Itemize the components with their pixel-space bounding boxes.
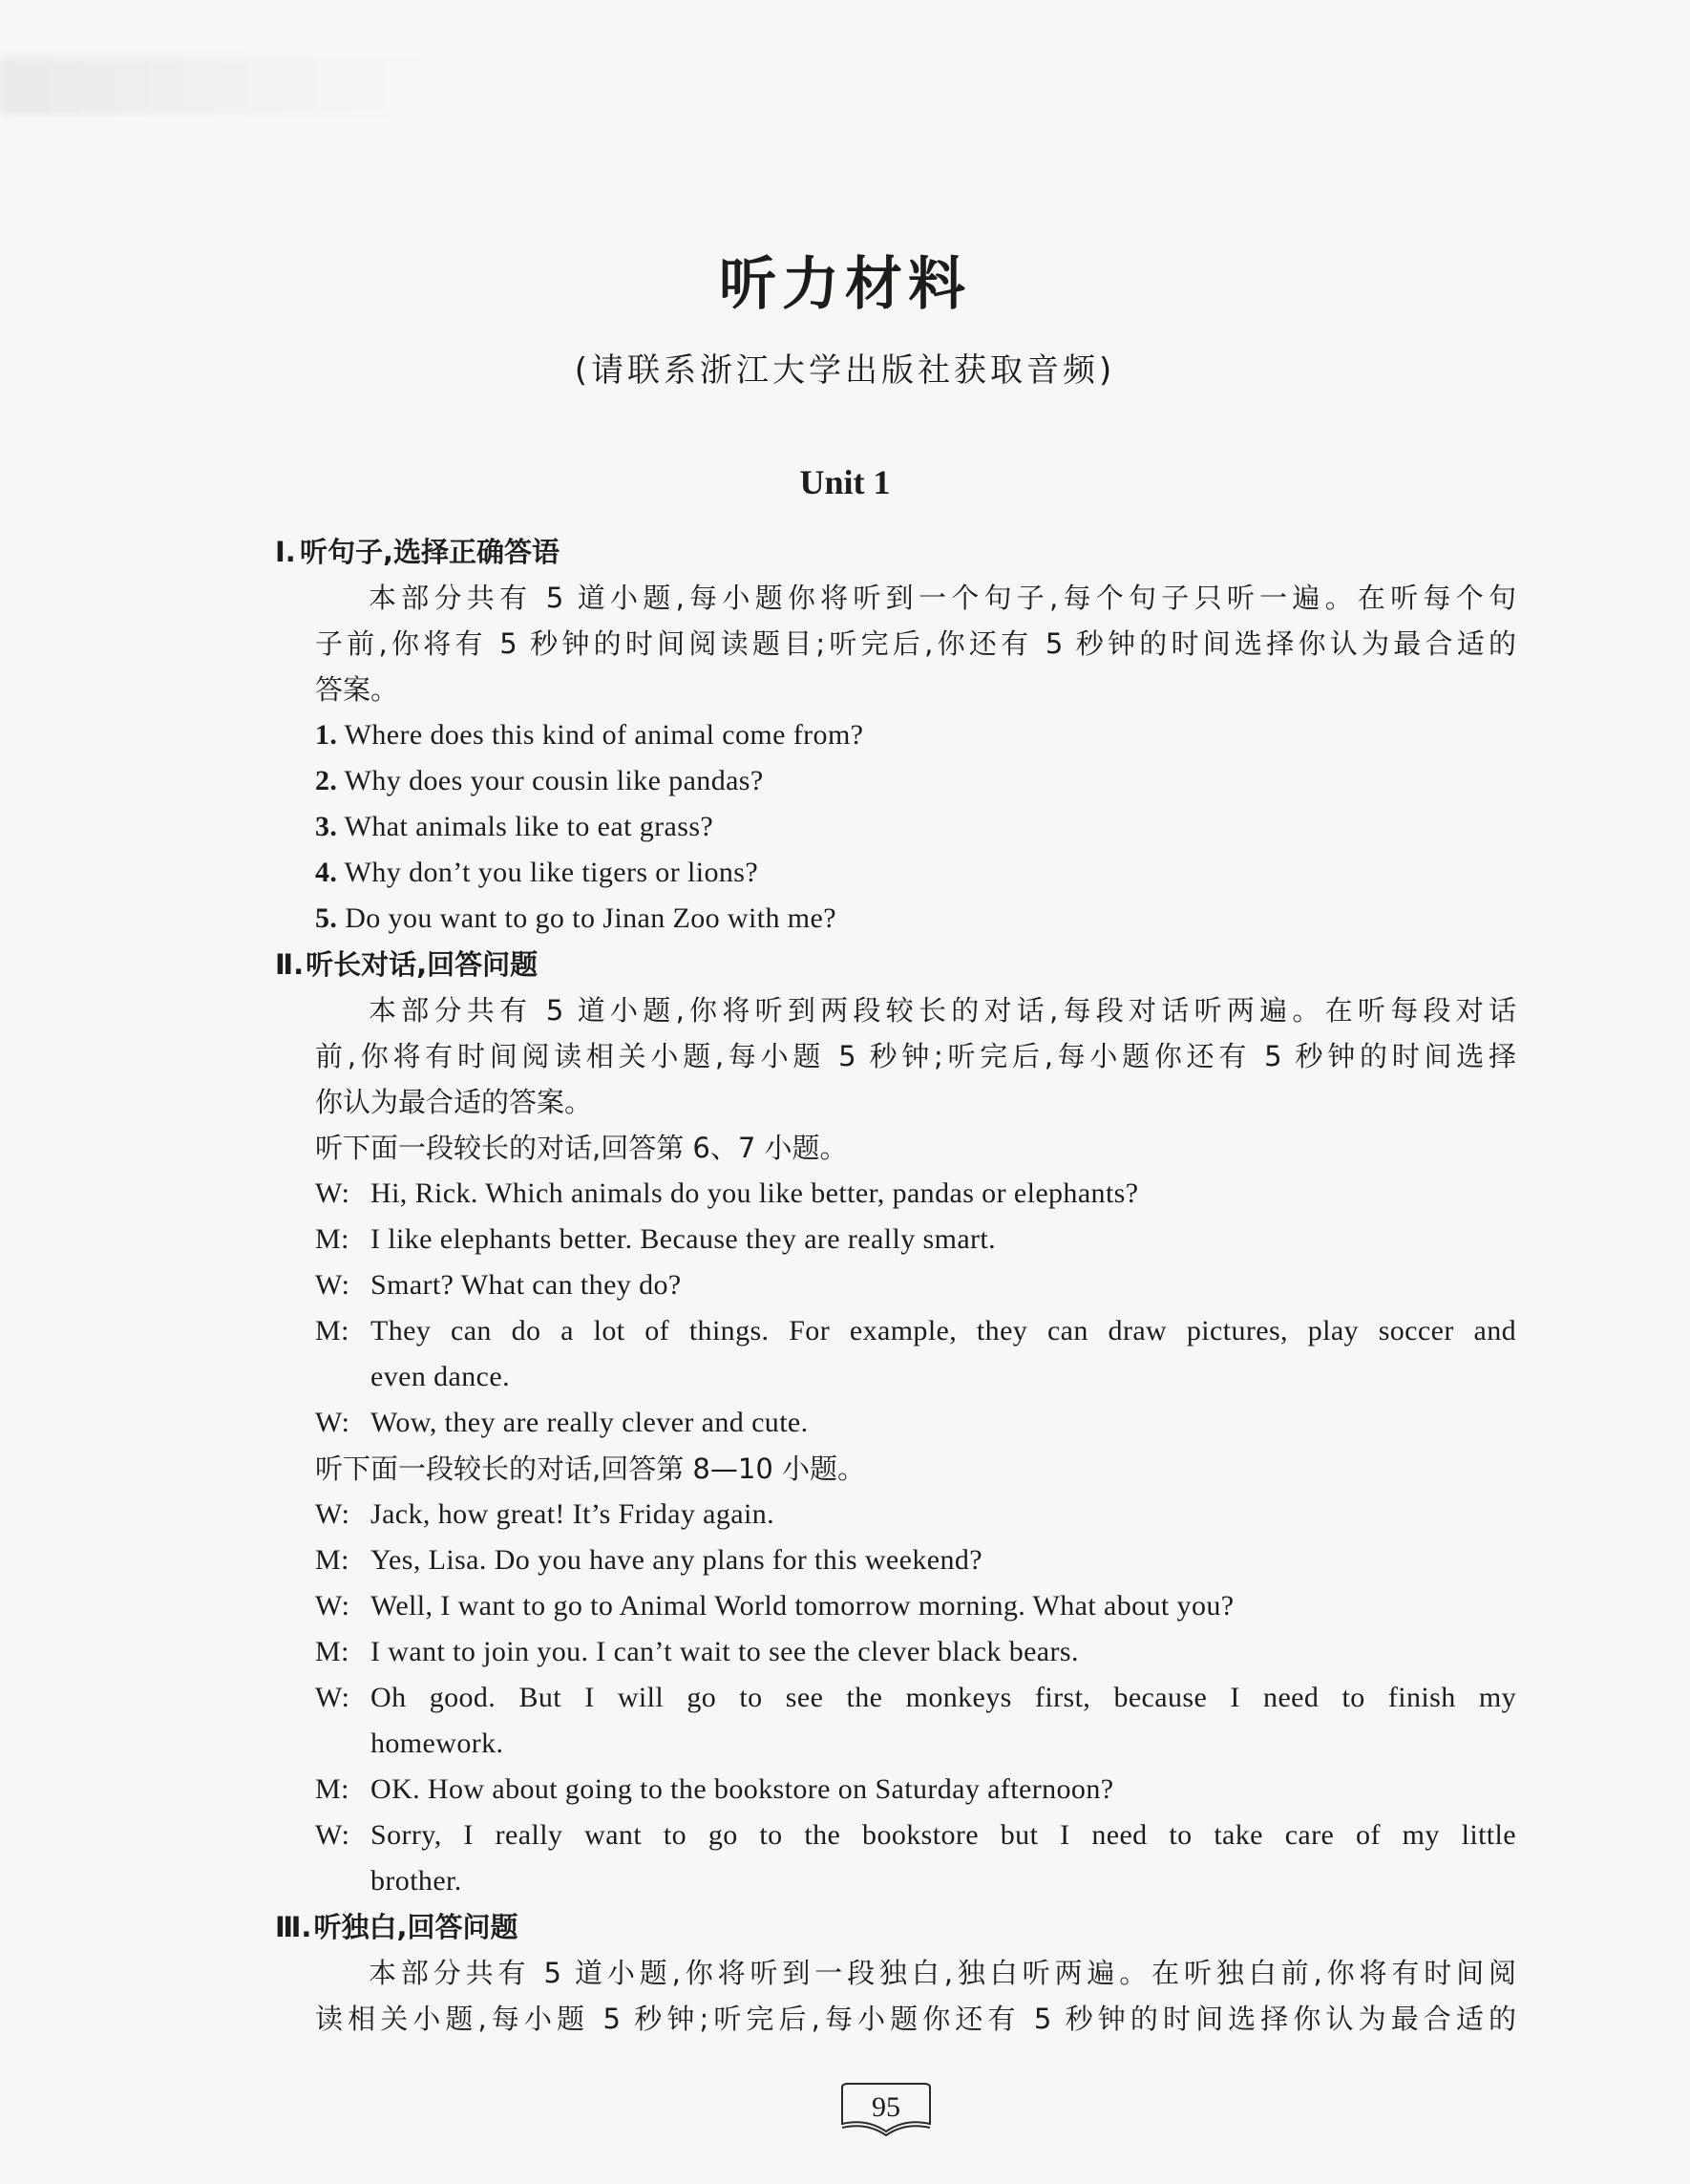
section-1-heading bbox=[275, 529, 1516, 575]
section-3-numeral: Ⅲ. bbox=[275, 1911, 312, 1943]
section-2-numeral: Ⅱ. bbox=[275, 948, 305, 981]
speaker-label: W: bbox=[315, 1177, 350, 1209]
section-1-instruction-line: 子前,你将有 5 秒钟的时间阅读题目;听完后,你还有 5 秒钟的时间选择你认为最合适的 bbox=[315, 627, 1516, 660]
page-title: 听力材料 bbox=[719, 251, 971, 318]
main-content bbox=[275, 529, 1516, 2042]
section-1-instruction-line: 本部分共有 5 道小题,每小题你将听到一个句子,每个句子只听一遍。在听每个句 bbox=[369, 582, 1516, 614]
page-number-text: 95 bbox=[872, 2091, 900, 2123]
dialog-line bbox=[275, 1400, 1516, 1446]
question-number: 3. bbox=[315, 811, 338, 842]
dialog-line bbox=[275, 1537, 1516, 1583]
speaker-label: M: bbox=[315, 1636, 349, 1667]
question-text: Do you want to go to Jinan Zoo with me? bbox=[345, 902, 836, 934]
dialog-text: Sorry, I really want to go to the bookstore but I need to take care of my little bbox=[370, 1819, 1516, 1851]
dialog-line bbox=[275, 1675, 1516, 1721]
speaker-label: M: bbox=[315, 1773, 349, 1805]
dialog-text: I like elephants better. Because they are really smart. bbox=[370, 1223, 997, 1255]
section-2-instruction-line: 前,你将有时间阅读相关小题,每小题 5 秒钟;听完后,每小题你还有 5 秒钟的时间选择 bbox=[315, 1040, 1516, 1072]
dialog-text: Well, I want to go to Animal World tomorrow morning. What about you? bbox=[370, 1590, 1235, 1622]
scan-smudge bbox=[0, 57, 439, 115]
question-item bbox=[275, 758, 1516, 804]
dialog-text: Wow, they are really clever and cute. bbox=[370, 1407, 809, 1438]
speaker-label: M: bbox=[315, 1544, 349, 1576]
question-number: 5. bbox=[315, 902, 338, 934]
dialog-text: Yes, Lisa. Do you have any plans for this weekend? bbox=[370, 1544, 982, 1576]
speaker-label: W: bbox=[315, 1682, 350, 1713]
dialog-text: Hi, Rick. Which animals do you like better, pandas or elephants? bbox=[370, 1177, 1139, 1209]
question-item bbox=[275, 850, 1516, 896]
section-3-heading bbox=[275, 1904, 1516, 1950]
section-3-title: 听独白,回答问题 bbox=[313, 1911, 518, 1943]
dialog-text: I want to join you. I can’t wait to see the clever black bears. bbox=[370, 1636, 1079, 1667]
page-number bbox=[838, 2080, 934, 2137]
speaker-label: W: bbox=[315, 1819, 350, 1851]
dialog-continuation: homework. bbox=[370, 1728, 504, 1759]
speaker-label: M: bbox=[315, 1315, 349, 1346]
dialog-line bbox=[275, 1217, 1516, 1262]
dialog-text: Jack, how great! It’s Friday again. bbox=[370, 1498, 775, 1530]
question-text: Why does your cousin like pandas? bbox=[344, 765, 764, 796]
section-1-numeral: Ⅰ. bbox=[275, 536, 296, 568]
speaker-label: M: bbox=[315, 1223, 349, 1255]
question-text: Why don’t you like tigers or lions? bbox=[344, 857, 759, 888]
dialog-text: They can do a lot of things. For example, they can draw pictures, play soccer and bbox=[370, 1315, 1516, 1346]
dialog-line bbox=[275, 1308, 1516, 1354]
dialog-continuation: brother. bbox=[370, 1865, 462, 1897]
section-2-title: 听长对话,回答问题 bbox=[306, 948, 539, 981]
unit-heading: Unit 1 bbox=[799, 463, 891, 501]
page-subtitle: (请联系浙江大学出版社获取音频) bbox=[574, 351, 1116, 390]
section-2-heading bbox=[275, 942, 1516, 987]
dialog-line bbox=[275, 1813, 1516, 1858]
dialog-line bbox=[275, 1492, 1516, 1537]
dialog-1-intro: 听下面一段较长的对话,回答第 6、7 小题。 bbox=[315, 1132, 848, 1164]
speaker-label: W: bbox=[315, 1407, 350, 1438]
dialog-continuation: even dance. bbox=[370, 1361, 510, 1392]
section-3-instruction-line: 读相关小题,每小题 5 秒钟;听完后,每小题你还有 5 秒钟的时间选择你认为最合适的 bbox=[315, 2003, 1516, 2035]
dialog-line bbox=[275, 1262, 1516, 1308]
dialog-text: OK. How about going to the bookstore on Saturday afternoon? bbox=[370, 1773, 1114, 1805]
speaker-label: W: bbox=[315, 1498, 350, 1530]
dialog-line bbox=[275, 1767, 1516, 1813]
dialog-2-intro: 听下面一段较长的对话,回答第 8—10 小题。 bbox=[315, 1452, 866, 1485]
question-number: 1. bbox=[315, 719, 338, 751]
question-item bbox=[275, 804, 1516, 850]
section-2-instruction-line: 本部分共有 5 道小题,你将听到两段较长的对话,每段对话听两遍。在听每段对话 bbox=[369, 994, 1516, 1027]
section-2-instruction-line: 你认为最合适的答案。 bbox=[315, 1086, 593, 1118]
question-item bbox=[275, 712, 1516, 758]
question-text: What animals like to eat grass? bbox=[344, 811, 714, 842]
dialog-text: Oh good. But I will go to see the monkeys first, because I need to finish my bbox=[370, 1682, 1516, 1713]
section-3-instruction-line: 本部分共有 5 道小题,你将听到一段独白,独白听两遍。在听独白前,你将有时间阅 bbox=[369, 1957, 1516, 1989]
dialog-line bbox=[275, 1583, 1516, 1629]
speaker-label: W: bbox=[315, 1590, 350, 1622]
question-number: 2. bbox=[315, 765, 338, 796]
dialog-text: Smart? What can they do? bbox=[370, 1269, 682, 1301]
dialog-line bbox=[275, 1629, 1516, 1675]
question-item bbox=[275, 896, 1516, 942]
speaker-label: W: bbox=[315, 1269, 350, 1301]
dialog-line bbox=[275, 1171, 1516, 1217]
section-1-instruction-line: 答案。 bbox=[315, 673, 399, 706]
section-1-title: 听句子,选择正确答语 bbox=[300, 536, 560, 568]
question-text: Where does this kind of animal come from? bbox=[344, 719, 864, 751]
question-number: 4. bbox=[315, 857, 338, 888]
